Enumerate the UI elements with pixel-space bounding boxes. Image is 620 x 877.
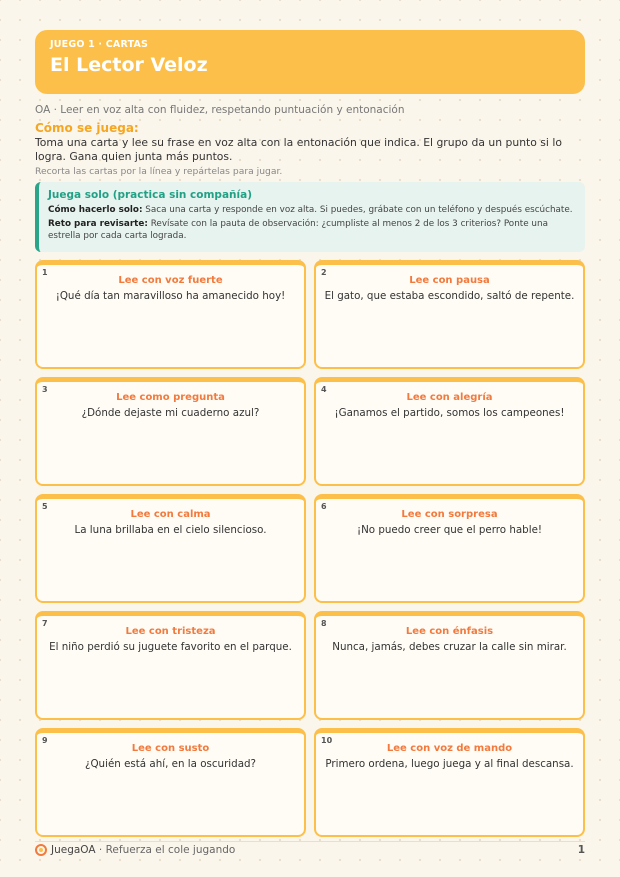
- card-number: 9: [42, 736, 48, 745]
- brand-tagline: · Refuerza el cole jugando: [95, 844, 236, 856]
- solo-challenge-label: Reto para revisarte:: [48, 219, 148, 229]
- footer-brand: [51, 844, 235, 856]
- page-header: [35, 30, 585, 94]
- cut-note: Recorta las cartas por la línea y repártelas para jugar.: [35, 166, 283, 177]
- card-title: Lee con tristeza: [125, 626, 216, 637]
- reading-card[interactable]: [314, 728, 585, 837]
- card-phrase: La luna brillaba en el cielo silencioso.: [74, 524, 267, 536]
- card-phrase: ¡Ganamos el partido, somos los campeones!: [334, 407, 565, 419]
- reading-card[interactable]: [314, 611, 585, 720]
- card-title: Lee como pregunta: [116, 392, 225, 403]
- brand-logo-icon: [35, 844, 47, 856]
- solo-how-label: Cómo hacerlo solo:: [48, 205, 143, 215]
- card-number: 10: [321, 736, 333, 745]
- card-title: Lee con voz fuerte: [118, 275, 223, 286]
- card-title: Lee con susto: [131, 743, 210, 754]
- game-kicker: JUEGO 1 · CARTAS: [50, 39, 149, 50]
- page-title: El Lector Veloz: [50, 54, 208, 76]
- card-phrase: ¿Quién está ahí, en la oscuridad?: [84, 758, 257, 770]
- how-to-play-heading: Cómo se juega:: [35, 121, 139, 135]
- solo-how-text: Saca una carta y responde en voz alta. Si puedes, grábate con un teléfono y después escúchate.: [145, 205, 573, 215]
- card-title: Lee con énfasis: [405, 626, 494, 637]
- how-to-play-text: Toma una carta y lee su frase en voz alta con la entonación que indica. El grupo da un punto si lo logra. Gana quien junta más puntos.: [35, 136, 562, 163]
- card-number: 8: [321, 619, 327, 628]
- card-number: 4: [321, 385, 327, 394]
- reading-card[interactable]: [314, 377, 585, 486]
- card-number: 5: [42, 502, 48, 511]
- solo-challenge: [48, 218, 575, 242]
- card-number: 2: [321, 268, 327, 277]
- card-number: 6: [321, 502, 327, 511]
- page-number: 1: [577, 844, 585, 856]
- solo-title: Juega solo (practica sin compañía): [48, 189, 252, 201]
- reading-card[interactable]: [35, 611, 306, 720]
- solo-how: [48, 204, 575, 216]
- reading-card[interactable]: [35, 260, 306, 369]
- card-phrase: ¡Qué día tan maravilloso ha amanecido hoy!: [55, 290, 286, 302]
- oa-objective: OA · Leer en voz alta con fluidez, respetando puntuación y entonación: [35, 104, 405, 116]
- reading-card[interactable]: [314, 260, 585, 369]
- card-phrase: Nunca, jamás, debes cruzar la calle sin mirar.: [332, 641, 567, 653]
- card-number: 7: [42, 619, 48, 628]
- reading-card[interactable]: [35, 728, 306, 837]
- card-phrase: ¿Dónde dejaste mi cuaderno azul?: [81, 407, 260, 419]
- card-number: 1: [42, 268, 48, 277]
- page-footer: [35, 844, 585, 858]
- card-phrase: El niño perdió su juguete favorito en el parque.: [49, 641, 292, 653]
- card-number: 3: [42, 385, 48, 394]
- card-title: Lee con alegría: [406, 392, 493, 403]
- card-phrase: Primero ordena, luego juega y al final descansa.: [325, 758, 574, 770]
- solo-challenge-text: Revísate con la pauta de observación: ¿cumpliste al menos 2 de los 3 criterios? Ponte una estrella por cada carta lograda.: [48, 219, 548, 241]
- card-title: Lee con sorpresa: [401, 509, 498, 520]
- card-phrase: El gato, que estaba escondido, saltó de repente.: [324, 290, 575, 302]
- card-phrase: ¡No puedo creer que el perro hable!: [356, 524, 543, 536]
- reading-card[interactable]: [35, 377, 306, 486]
- reading-card[interactable]: [35, 494, 306, 603]
- brand-name: JuegaOA: [51, 844, 96, 856]
- reading-card[interactable]: [314, 494, 585, 603]
- footer-divider: [35, 841, 585, 842]
- card-title: Lee con pausa: [409, 275, 490, 286]
- card-title: Lee con voz de mando: [386, 743, 513, 754]
- solo-play-box: [35, 182, 585, 252]
- card-title: Lee con calma: [130, 509, 211, 520]
